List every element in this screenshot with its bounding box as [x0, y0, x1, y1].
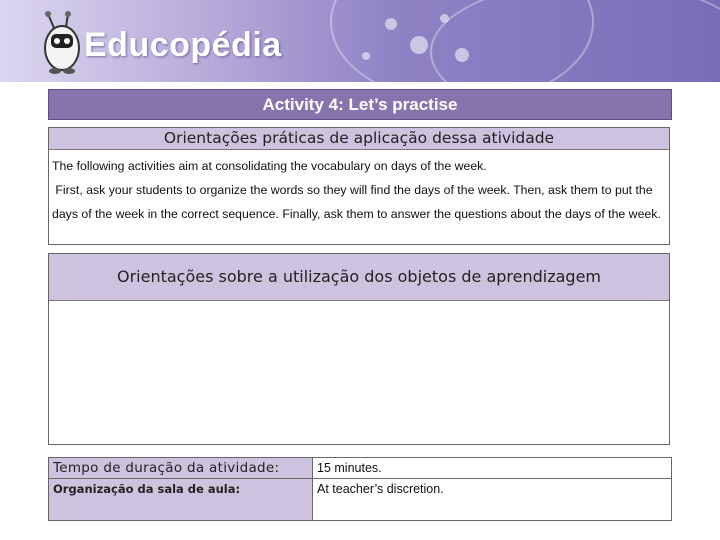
banner-dot — [362, 52, 370, 60]
activity-details-table — [48, 457, 672, 521]
organization-label: Organização da sala de aula: — [53, 482, 241, 496]
duration-value: 15 minutes. — [317, 461, 382, 475]
practical-guidelines-paragraph: The following activities aim at consolidating the vocabulary on days of the week. — [52, 159, 487, 173]
table-row — [49, 479, 672, 521]
banner-dot — [440, 14, 449, 23]
duration-label-cell — [49, 458, 313, 479]
table-row — [49, 458, 672, 479]
organization-value-cell — [313, 479, 672, 521]
banner-dot — [385, 18, 397, 30]
organization-label-cell — [49, 479, 313, 521]
activity-title: Activity 4: Let’s practise — [48, 89, 672, 120]
learning-objects-heading: Orientações sobre a utilização dos objetos de aprendizagem — [49, 254, 669, 301]
robot-mascot-icon — [38, 10, 86, 76]
practical-guidelines-body — [49, 150, 669, 226]
duration-label: Tempo de duração da atividade: — [53, 460, 280, 476]
practical-guidelines-heading: Orientações práticas de aplicação dessa atividade — [49, 128, 669, 150]
organization-value: At teacher’s discretion. — [317, 482, 444, 496]
logo-text: Educopédia — [84, 26, 282, 64]
duration-value-cell — [313, 458, 672, 479]
learning-objects-section — [48, 253, 670, 445]
banner-swirl — [430, 0, 720, 82]
header-banner — [0, 0, 720, 82]
banner-dot — [410, 36, 428, 54]
practical-guidelines-paragraph: First, ask your students to organize the words so they will find the days of the week. Then, ask them to put the days of the week in the correct sequence. Finally, ask them to answer the questions about the days of the week. — [52, 183, 661, 221]
banner-dot — [455, 48, 469, 62]
practical-guidelines-section — [48, 127, 670, 245]
